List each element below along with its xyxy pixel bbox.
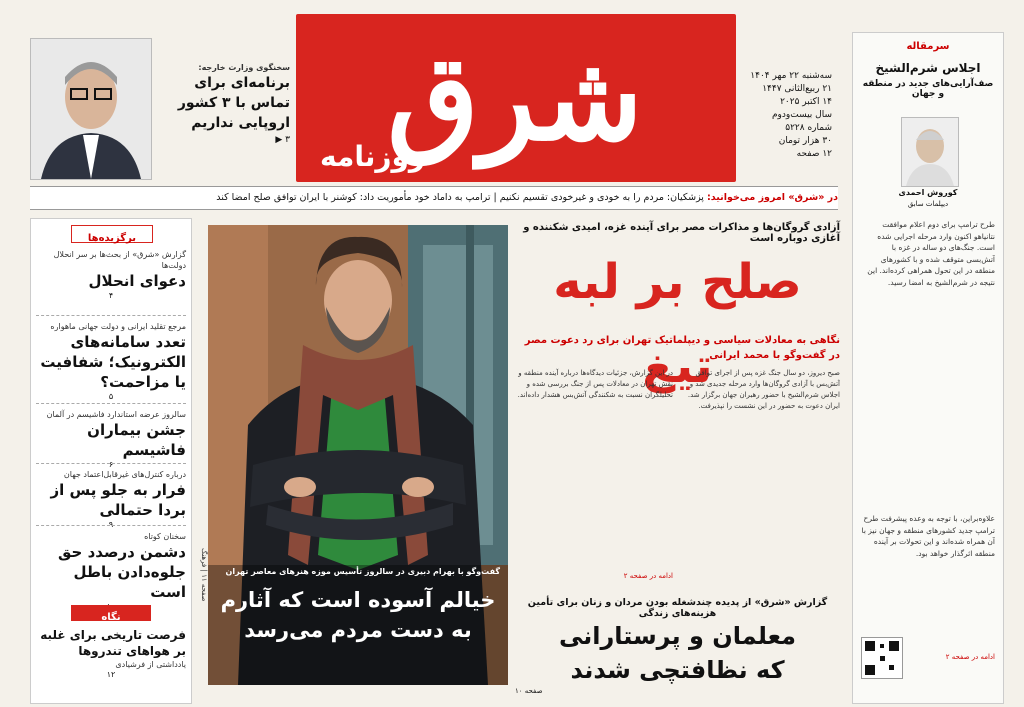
list-item-page: ۴ bbox=[108, 291, 114, 300]
photo-story-headline: خیالم آسوده است که آثارم به دست مردم می‌رسد bbox=[220, 588, 496, 642]
divider bbox=[36, 403, 186, 404]
issue-info bbox=[740, 70, 832, 161]
bottom-headline-2: که نظافتچی شدند bbox=[570, 656, 785, 684]
main-dek: نگاهی به معادلات سیاسی و دیپلماتیک تهران برای رد دعوت مصر در گفت‌وگو با محمد ایرانی bbox=[524, 335, 840, 361]
list-item-headline: فرصت تاریخی برای غلبه بر هواهای تندروها bbox=[40, 628, 186, 658]
view-tag: نگاه bbox=[101, 612, 121, 623]
top-left-page-ref: ۳ ▶ bbox=[275, 135, 290, 145]
bottom-kicker: گزارش «شرق» از پدیده چندشغله بودن مردان و زنان برای تأمین هزینه‌های زندگی bbox=[527, 597, 828, 619]
editorial-continue[interactable]: ادامه در صفحه ۲ bbox=[945, 653, 995, 661]
author-photo bbox=[901, 117, 959, 187]
list-item-page: ۵ bbox=[108, 392, 114, 401]
main-continue[interactable]: ادامه در صفحه ۲ bbox=[623, 572, 673, 580]
main-kicker: آزادی گروگان‌ها و مذاکرات مصر برای آینده غزه، امیدی شکننده و آغازی دوباره است bbox=[523, 222, 840, 244]
list-item-summary: گزارش «شرق» از بحث‌ها بر سر انحلال دولت‌ها bbox=[53, 250, 186, 270]
list-item-headline: تعدد سامانه‌های الکترونیک؛ شفافیت یا مزاحمت؟ bbox=[40, 333, 186, 391]
highlights-column bbox=[30, 218, 192, 704]
strap-lead: در «شرق» امروز می‌خوانید: bbox=[707, 192, 838, 203]
divider bbox=[36, 315, 186, 316]
top-left-story[interactable] bbox=[160, 62, 290, 148]
list-item-summary: مرجع تقلید ایرانی و دولت جهانی ماهواره bbox=[50, 322, 186, 331]
list-item[interactable] bbox=[36, 469, 186, 529]
list-item-page: ۹ bbox=[108, 520, 114, 529]
list-item-headline: فرار به جلو پس از بردا حتمالی bbox=[50, 481, 186, 519]
issue-line: ۱۴ اکتبر ۲۰۲۵ bbox=[780, 97, 832, 107]
list-item-headline: دشمن درصدد حق جلوه‌دادن باطل است bbox=[58, 543, 186, 601]
highlights-tag: برگزیده‌ها bbox=[87, 233, 137, 244]
list-item-summary: یادداشتی از فرشیادی bbox=[115, 660, 186, 669]
editorial-headline-1: اجلاس شرم‌الشیخ bbox=[875, 61, 981, 75]
list-item[interactable] bbox=[36, 249, 186, 300]
editorial-body-2: علاوه‌براین، با توجه به وعده پیشرفت طرح ترامپ جدید کشورهای منطقه و جهان نیز با آن همراه شده‌اند و این تحولات بر آینده منطقه اثرگذار خواهد بود. bbox=[861, 514, 995, 558]
issue-line: ۱۲ صفحه bbox=[796, 149, 832, 159]
list-item-headline: دعوای انحلال bbox=[88, 272, 186, 290]
issue-line: ۲۱ ربیع‌الثانی ۱۴۴۷ bbox=[762, 84, 832, 94]
official-photo bbox=[30, 38, 152, 180]
bottom-story[interactable] bbox=[515, 597, 840, 695]
photo-side-caption: صفحه ۱۱ | فرهنگ bbox=[200, 548, 208, 602]
list-item-summary: سالروز عرضه استاندارد فاشیسم در آلمان bbox=[46, 410, 186, 419]
editorial-body-1: طرح ترامپ برای دوم اعلام موافقت نتانیاهو اکنون وارد مرحله اجرایی شده است. جنگ‌های دو ساله در غزه با آتش‌بسی متوقف شده و با کشورهای منطقه در این تحول همراهی کرده‌اند. این نتیجه در شرم‌الشیخ به امضا رسید. bbox=[867, 220, 995, 287]
bottom-headline-1: معلمان و پرستارانی bbox=[558, 622, 797, 650]
editorial-headline-2: صف‌آرایی‌های جدید در منطقه و جهان bbox=[862, 79, 994, 99]
editorial-column[interactable] bbox=[852, 32, 1004, 704]
top-left-headline: برنامه‌ای برای تماس با ۳ کشور اروپایی نداریم bbox=[177, 75, 290, 131]
list-item-page: ۱۲ bbox=[106, 670, 116, 679]
strap-items: پزشکیان: مردم را به خودی و غیرخودی تقسیم نکنیم | ترامپ به داماد خود مأموریت داد: کوشنر با ایران توافق صلح امضا کند bbox=[216, 192, 704, 203]
divider bbox=[36, 525, 186, 526]
author-role: دیپلمات سابق bbox=[907, 200, 949, 208]
headline-strap[interactable] bbox=[30, 186, 838, 210]
photo-story-kicker: گفت‌وگو با بهرام دبیری در سالروز تأسیس موزه هنرهای معاصر تهران bbox=[225, 567, 500, 576]
list-item-summary: سخنان کوتاه bbox=[144, 532, 186, 541]
issue-line: ۳۰ هزار تومان bbox=[778, 136, 832, 146]
issue-line: سال بیست‌ودوم bbox=[771, 110, 832, 120]
issue-line: سه‌شنبه ۲۲ مهر ۱۴۰۴ bbox=[750, 71, 832, 81]
qr-code-icon bbox=[861, 637, 903, 679]
view-tag-box bbox=[71, 605, 151, 621]
list-item-page: ۶ bbox=[108, 460, 114, 469]
list-item-summary: درباره کنترل‌های غیرقابل‌اعتماد جهان bbox=[63, 470, 186, 479]
issue-line: شماره ۵۲۲۸ bbox=[785, 123, 832, 133]
list-item[interactable] bbox=[36, 409, 186, 469]
main-body-column-1: صبح دیروز، دو سال جنگ غزه پس از اجرای توافق آتش‌بس با آزادی گروگان‌ها وارد مرحله جدیدی شد و اجلاس شرم‌الشیخ با حضور رهبران جهان برگزار شد. ایران دعوت به حضور در این نشست را نپذیرفت. bbox=[687, 369, 840, 410]
list-item-headline: جشن بیماران فاشیسم bbox=[87, 421, 186, 459]
main-headline[interactable]: صلح بر لبه تیغ bbox=[553, 254, 802, 394]
main-body-column-2: در این گزارش، جزئیات دیدگاه‌ها درباره آینده منطقه و نقش تهران در معادلات پس از جنگ بررسی شده و تحلیلگران نسبت به شکنندگی آتش‌بس هشدار داده‌اند. bbox=[517, 369, 673, 399]
list-item[interactable] bbox=[36, 531, 186, 611]
masthead-subtitle: روزنامه bbox=[320, 140, 425, 173]
editorial-tag: سرمقاله bbox=[906, 41, 950, 52]
top-left-kicker: سخنگوی وزارت خارجه: bbox=[198, 63, 290, 72]
divider bbox=[36, 463, 186, 464]
bottom-page-ref: صفحه ۱۰ bbox=[515, 687, 543, 695]
masthead-title: شرق bbox=[387, 28, 643, 167]
list-item[interactable] bbox=[36, 321, 186, 401]
author-name: کوروش احمدی bbox=[898, 188, 958, 197]
featured-photo[interactable] bbox=[208, 225, 508, 685]
list-item[interactable] bbox=[36, 627, 186, 679]
highlights-tag-box bbox=[71, 225, 153, 243]
